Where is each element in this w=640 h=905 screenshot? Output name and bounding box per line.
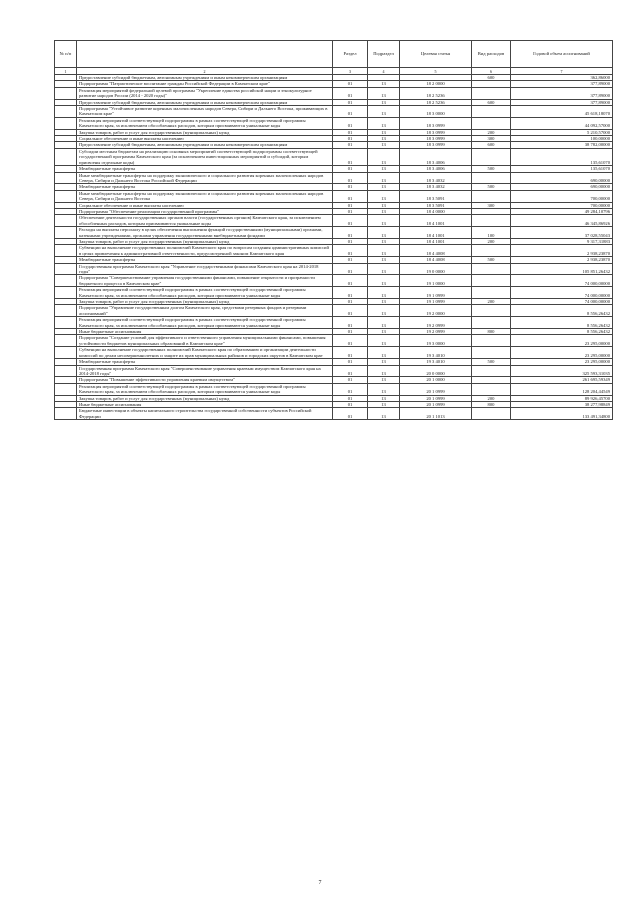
column-number-row [55,68,613,75]
header-row [55,41,613,68]
row-number-cell [55,263,77,275]
row-sum-cell: 49 284,10796 [511,208,613,214]
row-vid-cell: 200 [472,129,511,135]
table-row [55,227,613,239]
row-stat-cell: 18 2 5236 [400,87,472,99]
row-razdel-cell: 01 [333,377,368,383]
row-vid-cell: 100 [472,227,511,239]
row-sum-cell: 690,00000 [511,184,613,190]
column-number: 5 [400,68,472,75]
row-stat-cell: 18 3 5091 [400,202,472,208]
row-stat-cell: 20 1 0999 [400,401,472,407]
table-row [55,335,613,347]
row-podrazdel-cell: 13 [368,245,400,257]
row-podrazdel-cell: 13 [368,215,400,227]
table-row [55,408,613,420]
row-podrazdel-cell: 13 [368,238,400,244]
row-sum-cell: 23 295,00000 [511,347,613,359]
row-podrazdel-cell: 13 [368,299,400,305]
row-name-cell: Закупка товаров, работ и услуг для государственных (муниципальных) нужд [77,299,333,305]
row-name-cell: Иные межбюджетные трансферты на поддержку экономического и социального развития коренных малочисленных народов Севера, Сибири и Дальнего Востока Российской Федерации [77,172,333,184]
row-stat-cell: 19 1 0999 [400,299,472,305]
row-vid-cell [472,106,511,118]
row-name-cell: Субвенции на выполнение государственных полномочий Камчатского края по вопросам создания административных комиссий в целях привлечения к административной ответственности, предусмотренной законом Камчатского края [77,245,333,257]
row-sum-cell: 2 938,23870 [511,257,613,263]
table-row [55,148,613,165]
row-sum-cell: 2 938,23870 [511,245,613,257]
row-vid-cell [472,305,511,317]
row-sum-cell: 690,00000 [511,172,613,184]
row-razdel-cell: 01 [333,408,368,420]
row-name-cell: Социальное обеспечение и иные выплаты населению [77,202,333,208]
row-vid-cell [472,408,511,420]
row-number-cell [55,227,77,239]
row-stat-cell: 18 4 1001 [400,215,472,227]
table-row [55,215,613,227]
row-name-cell: Реализация мероприятий соответствующей подпрограммы в рамках соответствующей государственной программы Камчатского края, за исключением обособленных расходов, которым присваиваются уникальные коды [77,383,333,395]
row-vid-cell [472,148,511,165]
row-sum-cell: 133 491,34800 [511,408,613,420]
column-number: 6 [472,68,511,75]
row-stat-cell: 18 3 4006 [400,166,472,172]
header-stat: Целевая статья [400,41,472,68]
row-vid-cell: 300 [472,136,511,142]
row-podrazdel-cell: 13 [368,275,400,287]
row-razdel-cell: 01 [333,263,368,275]
row-sum-cell: 74 000,00000 [511,287,613,299]
row-vid-cell: 600 [472,99,511,105]
row-razdel-cell: 01 [333,347,368,359]
row-sum-cell: 135,61070 [511,166,613,172]
table-row [55,383,613,395]
row-number-cell [55,117,77,129]
row-name-cell: Иные бюджетные ассигнования [77,401,333,407]
row-name-cell: Подпрограмма "Создание условий для эффективного и ответственного управления муниципальными финансами, повышения устойчивости бюджетов муниципальных образований в Камчатском крае" [77,335,333,347]
row-name-cell: Подпрограмма "Патриотическое воспитание граждан Российской Федерации в Камчатском крае" [77,81,333,87]
row-vid-cell [472,275,511,287]
row-name-cell: Предоставление субсидий бюджетным, автономным учреждениям и иным некоммерческим организациям [77,142,333,148]
row-sum-cell: 38 277,98849 [511,401,613,407]
row-podrazdel-cell: 13 [368,99,400,105]
budget-table [54,40,613,420]
row-stat-cell: 18 3 4032 [400,172,472,184]
row-razdel-cell: 01 [333,395,368,401]
row-podrazdel-cell: 13 [368,106,400,118]
row-name-cell: Социальное обеспечение и иные выплаты населению [77,136,333,142]
row-name-cell: Иные межбюджетные трансферты на поддержку экономического и социального развития коренных малочисленных народов Севера, Сибири и Дальнего Востока [77,190,333,202]
row-sum-cell: 44 092,57000 [511,117,613,129]
row-sum-cell: 135,61070 [511,148,613,165]
row-razdel-cell: 01 [333,238,368,244]
row-sum-cell: 700,00000 [511,190,613,202]
row-name-cell: Закупка товаров, работ и услуг для государственных (муниципальных) нужд [77,129,333,135]
table-body [55,75,613,420]
row-vid-cell: 500 [472,359,511,365]
row-razdel-cell: 01 [333,245,368,257]
row-stat-cell: 20 1 0999 [400,383,472,395]
row-vid-cell [472,317,511,329]
row-vid-cell [472,245,511,257]
row-stat-cell: 20 1 0000 [400,377,472,383]
row-stat-cell: 18 4 4008 [400,257,472,263]
row-razdel-cell: 01 [333,81,368,87]
table-row [55,275,613,287]
row-sum-cell: 8 556,26432 [511,305,613,317]
row-vid-cell [472,87,511,99]
row-name-cell: Подпрограмма "Обеспечение реализации государственной программы" [77,208,333,214]
row-stat-cell: 18 3 0999 [400,142,472,148]
row-podrazdel-cell: 13 [368,347,400,359]
row-podrazdel-cell: 13 [368,317,400,329]
row-name-cell: Межбюджетные трансферты [77,257,333,263]
row-razdel-cell: 01 [333,329,368,335]
row-vid-cell: 200 [472,238,511,244]
row-vid-cell: 800 [472,401,511,407]
row-stat-cell: 18 3 0999 [400,136,472,142]
row-number-cell [55,305,77,317]
row-stat-cell: 19 3 4010 [400,359,472,365]
row-vid-cell: 500 [472,166,511,172]
row-number-cell [55,365,77,377]
table-row [55,117,613,129]
row-podrazdel-cell: 13 [368,401,400,407]
table-row [55,190,613,202]
row-name-cell: Иные бюджетные ассигнования [77,329,333,335]
row-sum-cell: 38 782,00000 [511,142,613,148]
row-name-cell: Предоставление субсидий бюджетным, автономным учреждениям и иным некоммерческим организациям [77,75,333,81]
row-sum-cell: 5 210,57000 [511,129,613,135]
row-name-cell: Закупка товаров, работ и услуг для государственных (муниципальных) нужд [77,238,333,244]
row-stat-cell: 18 2 0000 [400,81,472,87]
row-sum-cell: 128 204,44549 [511,383,613,395]
row-podrazdel-cell: 13 [368,117,400,129]
row-razdel-cell: 01 [333,136,368,142]
column-number: 1 [55,68,77,75]
row-podrazdel-cell: 13 [368,202,400,208]
row-stat-cell: 19 2 0999 [400,329,472,335]
table-row [55,305,613,317]
row-stat-cell: 19 1 0000 [400,275,472,287]
row-number-cell [55,383,77,395]
row-vid-cell: 600 [472,142,511,148]
row-stat-cell: 18 3 0999 [400,129,472,135]
row-vid-cell: 200 [472,299,511,305]
row-number-cell [55,215,77,227]
row-stat-cell: 18 4 1001 [400,238,472,244]
row-stat-cell: 19 3 0000 [400,335,472,347]
row-razdel-cell: 01 [333,401,368,407]
row-razdel-cell: 01 [333,365,368,377]
row-number-cell [55,190,77,202]
row-number-cell [55,347,77,359]
row-vid-cell: 300 [472,202,511,208]
column-number: 7 [511,68,613,75]
row-number-cell [55,335,77,347]
row-name-cell: Субсидии местным бюджетам на реализацию основных мероприятий соответствующей подпрограммы соответствующей государственной программы Камчатского края (за исключением инвестиционных мероприятий и субсидий, которым присвоены отдельные коды) [77,148,333,165]
row-sum-cell: 89 926,45700 [511,395,613,401]
row-podrazdel-cell: 13 [368,305,400,317]
table-row [55,365,613,377]
column-number: 3 [333,68,368,75]
row-vid-cell [472,117,511,129]
row-podrazdel-cell: 13 [368,148,400,165]
row-razdel-cell: 01 [333,166,368,172]
row-razdel-cell: 01 [333,184,368,190]
row-razdel-cell: 01 [333,275,368,287]
row-name-cell: Обеспечение деятельности государственных органов власти (государственных органов) Камчатского края, за исключением обособленных расходов, которым присваиваются уникальные коды [77,215,333,227]
row-razdel-cell: 01 [333,227,368,239]
table-row [55,263,613,275]
row-sum-cell: 362,86000 [511,75,613,81]
page-number: 7 [318,880,322,886]
row-name-cell: Бюджетные инвестиции в объекты капитального строительства государственной собственности субъектов Российской Федерации [77,408,333,420]
row-stat-cell: 19 0 0000 [400,263,472,275]
row-podrazdel-cell: 13 [368,335,400,347]
row-name-cell: Предоставление субсидий бюджетным, автономным учреждениям и иным некоммерческим организациям [77,99,333,105]
row-podrazdel-cell: 13 [368,408,400,420]
row-podrazdel-cell: 13 [368,136,400,142]
row-number-cell [55,106,77,118]
row-razdel-cell: 01 [333,202,368,208]
row-name-cell: Межбюджетные трансферты [77,359,333,365]
row-vid-cell: 500 [472,184,511,190]
row-podrazdel-cell: 13 [368,129,400,135]
row-number-cell [55,287,77,299]
row-vid-cell [472,172,511,184]
row-podrazdel-cell: 13 [368,287,400,299]
row-sum-cell: 100,00000 [511,136,613,142]
header-num: № п/п [55,41,77,68]
row-podrazdel-cell: 13 [368,329,400,335]
header-razdel: Раздел [333,41,368,68]
row-sum-cell: 74 000,00000 [511,275,613,287]
row-name-cell: Государственная программа Камчатского края "Управление государственными финансами Камчатского края на 2014-2018 годы" [77,263,333,275]
row-razdel-cell: 01 [333,99,368,105]
row-sum-cell: 8 556,26432 [511,329,613,335]
row-vid-cell: 600 [472,75,511,81]
row-sum-cell: 261 695,59349 [511,377,613,383]
row-stat-cell: 18 3 0999 [400,117,472,129]
row-podrazdel-cell: 13 [368,257,400,263]
row-name-cell: Подпрограмма "Совершенствование управления государственными финансами, повышение открытости и прозрачности бюджетного процесса в Камчатском крае" [77,275,333,287]
row-number-cell [55,317,77,329]
row-sum-cell: 74 000,00000 [511,299,613,305]
row-razdel-cell: 01 [333,215,368,227]
row-podrazdel-cell: 13 [368,365,400,377]
row-sum-cell: 105 851,26432 [511,263,613,275]
row-name-cell: Реализация мероприятий федеральной целевой программы "Укрепление единства российской нации и этнокультурное развитие народов России (2014 - 2020 годы)" [77,87,333,99]
row-name-cell: Подпрограмма "Устойчивое развитие коренных малочисленных народов Севера, Сибири и Дальнего Востока, проживающих в Камчатском крае" [77,106,333,118]
row-number-cell [55,148,77,165]
row-stat-cell: 19 2 0999 [400,317,472,329]
row-name-cell: Расходы на выплаты персоналу в целях обеспечения выполнения функций государственными (муниципальными) органами, казенными учреждениями, органами управления государственными внебюджетными фондами [77,227,333,239]
row-sum-cell: 45 618,18070 [511,106,613,118]
table-row [55,245,613,257]
row-vid-cell [472,215,511,227]
row-stat-cell: 18 3 4006 [400,148,472,165]
row-razdel-cell: 01 [333,87,368,99]
header-name [77,41,333,68]
row-razdel-cell: 01 [333,305,368,317]
row-stat-cell: 19 3 4010 [400,347,472,359]
row-sum-cell: 377,89000 [511,87,613,99]
row-razdel-cell: 01 [333,148,368,165]
row-name-cell: Государственная программа Камчатского края "Совершенствование управления краевым имуществом Камчатского края на 2014-2018 годы" [77,365,333,377]
row-vid-cell: 800 [472,329,511,335]
row-podrazdel-cell: 13 [368,81,400,87]
row-vid-cell [472,335,511,347]
row-stat-cell: 18 3 0000 [400,106,472,118]
row-stat-cell: 18 3 5091 [400,190,472,202]
row-sum-cell: 325 593,31035 [511,365,613,377]
row-podrazdel-cell: 13 [368,208,400,214]
row-razdel-cell: 01 [333,117,368,129]
row-razdel-cell: 01 [333,383,368,395]
row-sum-cell: 23 295,00000 [511,359,613,365]
table-row [55,87,613,99]
row-number-cell [55,245,77,257]
row-razdel-cell: 01 [333,129,368,135]
row-vid-cell [472,365,511,377]
row-podrazdel-cell: 13 [368,172,400,184]
column-number: 2 [77,68,333,75]
row-name-cell: Межбюджетные трансферты [77,166,333,172]
row-podrazdel-cell: 13 [368,377,400,383]
row-number-cell [55,275,77,287]
row-number-cell [55,408,77,420]
row-name-cell: Реализация мероприятий соответствующей подпрограммы в рамках соответствующей государственной программы Камчатского края, за исключением обособленных расходов, которым присваиваются уникальные коды [77,117,333,129]
header-sum: Годовой объем ассигнований [511,41,613,68]
row-podrazdel-cell: 13 [368,142,400,148]
row-vid-cell [472,383,511,395]
row-name-cell: Подпрограмма "Управление государственным долгом Камчатского края, средствами резервных фондов и резервами ассигнований" [77,305,333,317]
row-razdel-cell: 01 [333,190,368,202]
row-podrazdel-cell: 13 [368,166,400,172]
row-podrazdel-cell: 13 [368,263,400,275]
column-number: 4 [368,68,400,75]
row-razdel-cell: 01 [333,208,368,214]
row-podrazdel-cell: 13 [368,227,400,239]
row-sum-cell: 8 556,26432 [511,317,613,329]
row-razdel-cell: 01 [333,142,368,148]
row-podrazdel-cell: 13 [368,190,400,202]
row-sum-cell: 377,89000 [511,81,613,87]
row-name-cell: Реализация мероприятий соответствующей подпрограммы в рамках соответствующей государственной программы Камчатского края, за исключением обособленных расходов, которым присваиваются уникальные коды [77,287,333,299]
row-sum-cell: 37 028,55043 [511,227,613,239]
table-row [55,106,613,118]
row-name-cell: Закупка товаров, работ и услуг для государственных (муниципальных) нужд [77,395,333,401]
row-sum-cell: 23 295,00000 [511,335,613,347]
row-razdel-cell: 01 [333,299,368,305]
row-razdel-cell: 01 [333,287,368,299]
row-razdel-cell: 01 [333,106,368,118]
budget-table-sheet [54,40,612,420]
row-name-cell: Реализация мероприятий соответствующей подпрограммы в рамках соответствующей государственной программы Камчатского края, за исключением обособленных расходов, которым присваиваются уникальные коды [77,317,333,329]
row-stat-cell: 20 0 0000 [400,365,472,377]
row-podrazdel-cell: 13 [368,87,400,99]
row-podrazdel-cell: 13 [368,383,400,395]
row-vid-cell: 200 [472,395,511,401]
row-stat-cell: 18 3 4032 [400,184,472,190]
row-vid-cell [472,263,511,275]
row-name-cell: Межбюджетные трансферты [77,184,333,190]
table-row [55,287,613,299]
row-podrazdel-cell: 13 [368,395,400,401]
row-razdel-cell: 01 [333,317,368,329]
row-stat-cell: 19 1 0999 [400,287,472,299]
row-stat-cell: 18 4 4008 [400,245,472,257]
row-sum-cell: 9 317,31883 [511,238,613,244]
row-podrazdel-cell: 13 [368,184,400,190]
row-razdel-cell: 01 [333,359,368,365]
row-razdel-cell: 01 [333,257,368,263]
row-stat-cell: 18 2 5236 [400,99,472,105]
row-stat-cell: 20 1 0999 [400,395,472,401]
table-row [55,317,613,329]
table-row [55,347,613,359]
header-podrazdel: Подраздел [368,41,400,68]
row-razdel-cell: 01 [333,172,368,184]
row-vid-cell [472,190,511,202]
row-name-cell: Подпрограмма "Повышение эффективности управления краевым имуществом" [77,377,333,383]
row-stat-cell: 19 2 0000 [400,305,472,317]
row-sum-cell: 700,00000 [511,202,613,208]
row-number-cell [55,87,77,99]
row-vid-cell: 500 [472,257,511,263]
row-name-cell: Субвенции на выполнение государственных полномочий Камчатского края по образованию и организации деятельности комиссий по делам несовершеннолетних и защите их прав муниципальных районов и городских округов в Камчатском крае [77,347,333,359]
row-vid-cell [472,347,511,359]
table-row [55,172,613,184]
row-number-cell [55,172,77,184]
header-vid: Вид расходов [472,41,511,68]
row-stat-cell: 18 4 0000 [400,208,472,214]
row-vid-cell [472,287,511,299]
row-podrazdel-cell: 13 [368,359,400,365]
row-razdel-cell: 01 [333,335,368,347]
row-stat-cell: 20 1 1013 [400,408,472,420]
row-sum-cell: 46 345,86926 [511,215,613,227]
row-stat-cell: 18 4 1001 [400,227,472,239]
row-sum-cell: 377,89000 [511,99,613,105]
